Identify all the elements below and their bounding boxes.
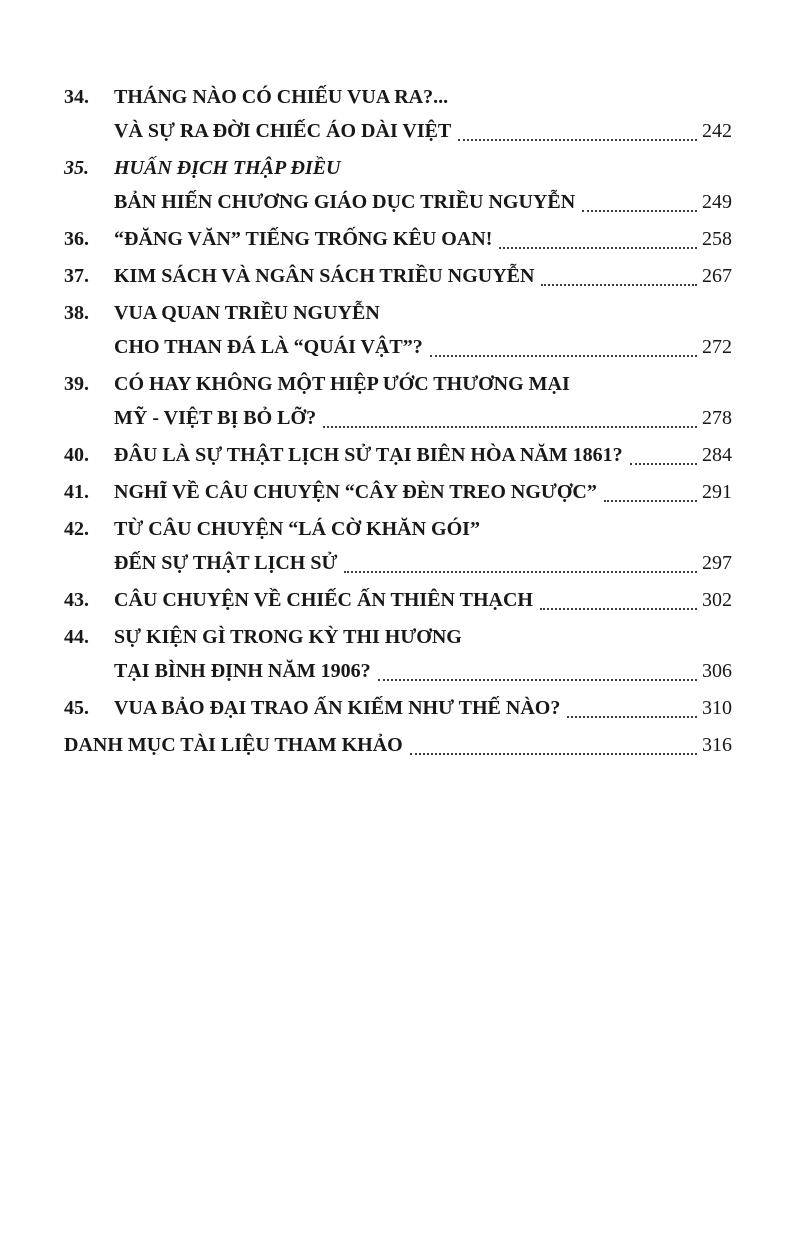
- toc-entry-line: [114, 401, 732, 435]
- toc-entry: [64, 80, 732, 148]
- toc-entry-page: 284: [702, 444, 732, 466]
- toc-entry-page: 316: [702, 734, 732, 756]
- toc-entry-page: 302: [702, 589, 732, 611]
- toc-entry: [64, 620, 732, 688]
- toc-entry-line: [114, 114, 732, 148]
- toc-entry-line: [114, 259, 732, 293]
- toc-entry-line: [114, 367, 732, 401]
- toc-entry-line: [114, 438, 732, 472]
- toc-entry: [64, 512, 732, 580]
- toc-entry-page: 310: [702, 697, 732, 719]
- dotted-leader: [604, 475, 697, 502]
- toc-entry-title: VUA BẢO ĐẠI TRAO ẤN KIẾM NHƯ THẾ NÀO?: [114, 697, 561, 719]
- toc-entry-line: [114, 222, 732, 256]
- toc-entry-number: 44.: [64, 626, 89, 648]
- dotted-leader: [410, 728, 697, 755]
- toc-entry-body: [114, 222, 732, 256]
- dotted-leader: [582, 185, 697, 212]
- dotted-leader: [499, 222, 697, 249]
- toc-entry-title: TỪ CÂU CHUYỆN “LÁ CỜ KHĂN GÓI”: [114, 518, 480, 540]
- toc-entry-line: [114, 620, 732, 654]
- toc-entry: [64, 475, 732, 509]
- toc-entry-number: 43.: [64, 589, 89, 611]
- toc-list: [64, 80, 732, 765]
- toc-entry-body: [114, 691, 732, 725]
- toc-entry-body: [114, 80, 732, 148]
- toc-entry: [64, 691, 732, 725]
- toc-entry-line: [114, 475, 732, 509]
- dotted-leader: [430, 330, 697, 357]
- toc-entry-page: 272: [702, 336, 732, 358]
- toc-entry: [64, 222, 732, 256]
- toc-entry-line: [114, 80, 732, 114]
- toc-entry-title: SỰ KIỆN GÌ TRONG KỲ THI HƯƠNG: [114, 626, 462, 648]
- toc-entry-title: CÂU CHUYỆN VỀ CHIẾC ẤN THIÊN THẠCH: [114, 589, 533, 611]
- toc-entry-page: 306: [702, 660, 732, 682]
- dotted-leader: [540, 583, 697, 610]
- toc-entry-page: 278: [702, 407, 732, 429]
- toc-entry-title: MỸ - VIỆT BỊ BỎ LỠ?: [114, 407, 317, 429]
- dotted-leader: [323, 401, 697, 428]
- toc-entry-page: 249: [702, 191, 732, 213]
- toc-entry-line: [114, 583, 732, 617]
- toc-entry-number: 34.: [64, 86, 89, 108]
- toc-entry-body: [114, 296, 732, 364]
- toc-entry-title: HUẤN ĐỊCH THẬP ĐIỀU: [114, 157, 341, 179]
- toc-entry-line: [64, 728, 732, 762]
- toc-entry-number: 36.: [64, 228, 89, 250]
- toc-entry-body: [114, 512, 732, 580]
- toc-entry-title: THÁNG NÀO CÓ CHIẾU VUA RA?...: [114, 86, 449, 108]
- toc-entry: [64, 296, 732, 364]
- toc-entry-page: 297: [702, 552, 732, 574]
- toc-entry-title: NGHĨ VỀ CÂU CHUYỆN “CÂY ĐÈN TREO NGƯỢC”: [114, 481, 597, 503]
- toc-entry-number: 39.: [64, 373, 89, 395]
- toc-entry-title: ĐÂU LÀ SỰ THẬT LỊCH SỬ TẠI BIÊN HÒA NĂM 1861?: [114, 444, 623, 466]
- toc-entry: [64, 728, 732, 762]
- dotted-leader: [567, 691, 697, 718]
- toc-entry-line: [114, 691, 732, 725]
- toc-entry-page: 267: [702, 265, 732, 287]
- toc-entry-number: 38.: [64, 302, 89, 324]
- toc-entry-body: [114, 367, 732, 435]
- toc-entry-page: 258: [702, 228, 732, 250]
- toc-entry-page: 291: [702, 481, 732, 503]
- dotted-leader: [630, 438, 697, 465]
- toc-entry-number: 35.: [64, 157, 89, 179]
- toc-entry-title: ĐẾN SỰ THẬT LỊCH SỬ: [114, 552, 338, 574]
- toc-entry-number: 41.: [64, 481, 89, 503]
- toc-entry-title: KIM SÁCH VÀ NGÂN SÁCH TRIỀU NGUYỄN: [114, 265, 535, 287]
- toc-entry-body: [64, 728, 732, 762]
- toc-entry-body: [114, 620, 732, 688]
- toc-entry-title: DANH MỤC TÀI LIỆU THAM KHẢO: [64, 734, 403, 756]
- toc-entry-line: [114, 330, 732, 364]
- toc-entry-body: [114, 259, 732, 293]
- toc-entry-title: “ĐĂNG VĂN” TIẾNG TRỐNG KÊU OAN!: [114, 228, 493, 250]
- toc-entry-number: 37.: [64, 265, 89, 287]
- toc-entry-title: VÀ SỰ RA ĐỜI CHIẾC ÁO DÀI VIỆT: [114, 120, 452, 142]
- toc-entry: [64, 367, 732, 435]
- toc-entry-title: CHO THAN ĐÁ LÀ “QUÁI VẬT”?: [114, 336, 423, 358]
- toc-entry: [64, 583, 732, 617]
- toc-entry-title: CÓ HAY KHÔNG MỘT HIỆP ƯỚC THƯƠNG MẠI: [114, 373, 570, 395]
- toc-entry-line: [114, 151, 732, 185]
- dotted-leader: [344, 546, 697, 573]
- toc-entry-body: [114, 438, 732, 472]
- toc-entry-line: [114, 546, 732, 580]
- toc-entry-line: [114, 296, 732, 330]
- toc-entry-title: BẢN HIẾN CHƯƠNG GIÁO DỤC TRIỀU NGUYỄN: [114, 191, 576, 213]
- toc-entry: [64, 259, 732, 293]
- toc-entry-number: 40.: [64, 444, 89, 466]
- dotted-leader: [541, 259, 697, 286]
- toc-entry-line: [114, 185, 732, 219]
- toc-entry-number: 42.: [64, 518, 89, 540]
- toc-entry-title: TẠI BÌNH ĐỊNH NĂM 1906?: [114, 660, 371, 682]
- toc-entry: [64, 151, 732, 219]
- toc-entry-page: 242: [702, 120, 732, 142]
- dotted-leader: [378, 654, 697, 681]
- toc-entry-line: [114, 512, 732, 546]
- toc-entry-body: [114, 151, 732, 219]
- dotted-leader: [458, 114, 697, 141]
- toc-entry: [64, 438, 732, 472]
- toc-entry-line: [114, 654, 732, 688]
- toc-entry-body: [114, 475, 732, 509]
- toc-entry-body: [114, 583, 732, 617]
- toc-entry-title: VUA QUAN TRIỀU NGUYỄN: [114, 302, 380, 324]
- toc-entry-number: 45.: [64, 697, 89, 719]
